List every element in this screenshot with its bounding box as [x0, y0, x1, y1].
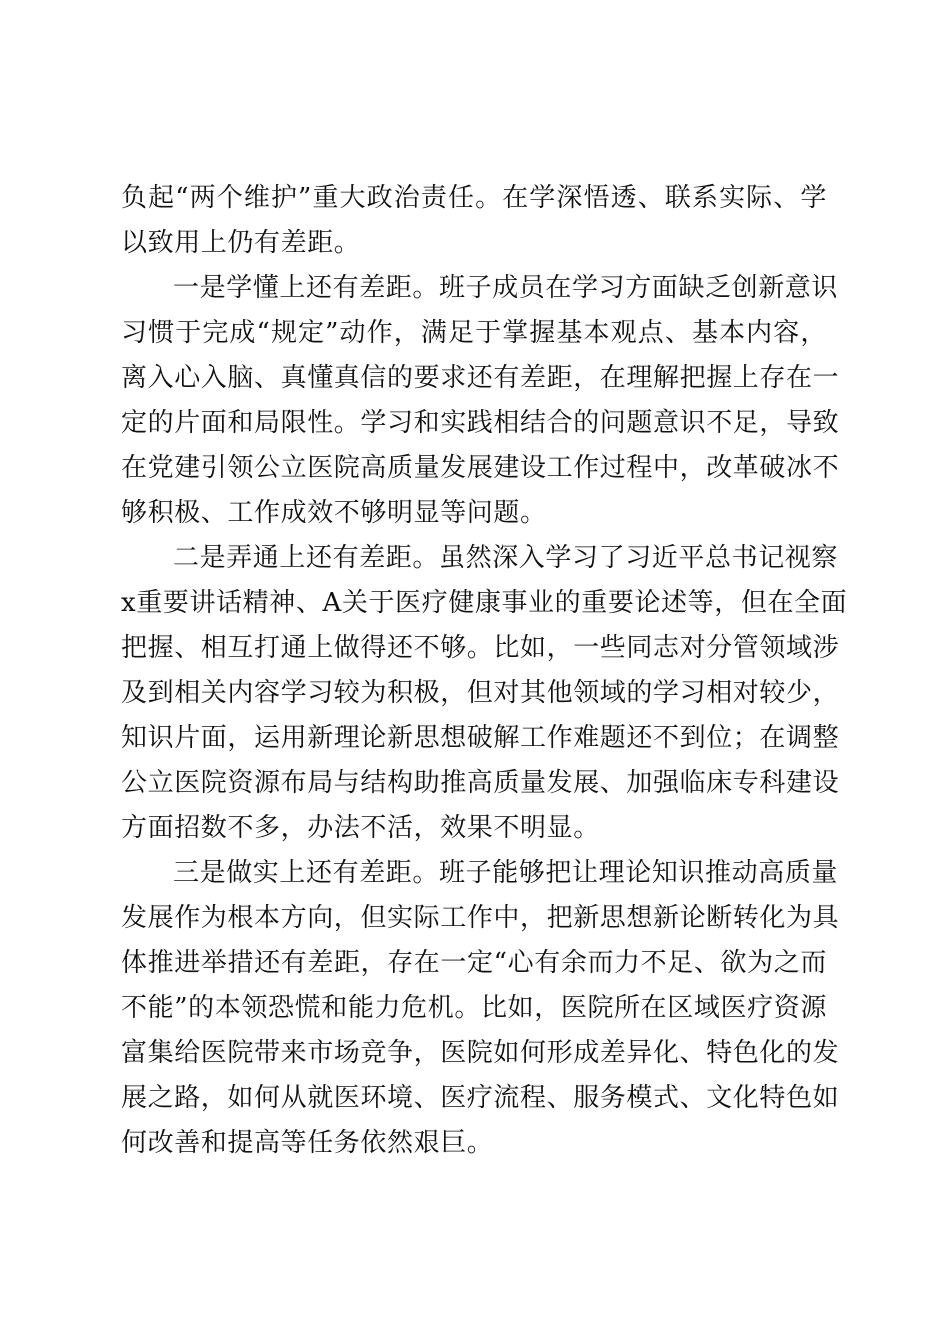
text-line: 展之路，如何从就医环境、医疗流程、服务模式、文化特色如: [121, 1083, 840, 1113]
text-line: 及到相关内容学习较为积极，但对其他领域的学习相对较少，: [121, 678, 840, 708]
text-line: 发展作为根本方向，但实际工作中，把新思想新论断转化为具: [121, 903, 840, 933]
text-line: 习惯于完成“规定”动作，满足于掌握基本观点、基本内容，: [121, 318, 827, 348]
text-line: 定的片面和局限性。学习和实践相结合的问题意识不足，导致: [121, 408, 840, 438]
text-line: x重要讲话精神、A关于医疗健康事业的重要论述等，但在全面: [121, 588, 848, 618]
text-line: 负起“两个维护”重大政治责任。在学深悟透、联系实际、学: [121, 183, 827, 213]
text-line: 够积极、工作成效不够明显等问题。: [121, 498, 547, 528]
text-line: 不能”的本领恐慌和能力危机。比如，医院所在区域医疗资源: [121, 993, 827, 1023]
text-line: 知识片面，运用新理论新思想破解工作难题还不到位；在调整: [121, 723, 840, 753]
paragraph: [121, 851, 840, 1166]
text-line: 在党建引领公立医院高质量发展建设工作过程中，改革破冰不: [121, 453, 840, 483]
text-line: 二是弄通上还有差距。虽然深入学习了习近平总书记视察: [173, 543, 839, 573]
text-line: 公立医院资源布局与结构助推高质量发展、加强临床专科建设: [121, 768, 840, 798]
document-body: [121, 176, 848, 1166]
paragraph: [121, 536, 848, 851]
paragraph: [121, 266, 840, 536]
text-line: 三是做实上还有差距。班子能够把让理论知识推动高质量: [173, 858, 839, 888]
paragraph: [121, 176, 827, 266]
text-line: 富集给医院带来市场竞争，医院如何形成差异化、特色化的发: [121, 1038, 840, 1068]
text-line: 何改善和提高等任务依然艰巨。: [121, 1128, 494, 1158]
text-line: 离入心入脑、真懂真信的要求还有差距，在理解把握上存在一: [121, 363, 840, 393]
text-line: 体推进举措还有差距，存在一定“心有余而力不足、欲为之而: [121, 948, 827, 978]
text-line: 一是学懂上还有差距。班子成员在学习方面缺乏创新意识: [173, 273, 839, 303]
text-line: 以致用上仍有差距。: [121, 228, 361, 258]
text-line: 把握、相互打通上做得还不够。比如，一些同志对分管领域涉: [121, 633, 840, 663]
text-line: 方面招数不多，办法不活，效果不明显。: [121, 813, 600, 843]
